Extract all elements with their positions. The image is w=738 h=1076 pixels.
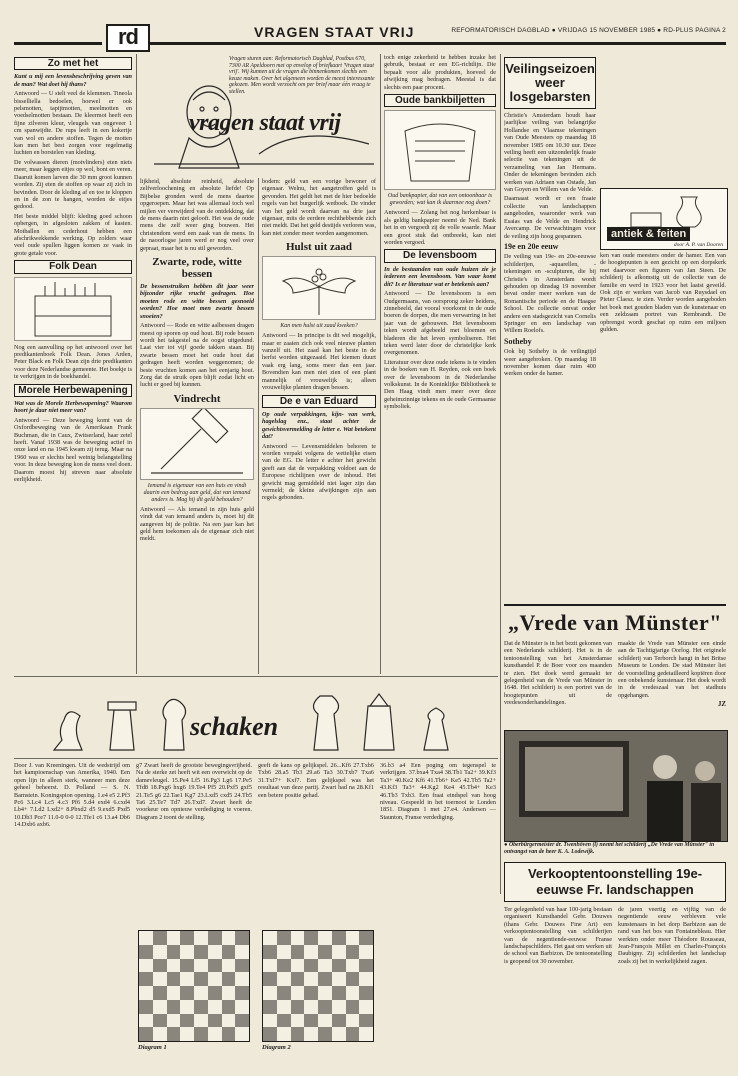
board-square [153,1014,167,1028]
board-square [153,972,167,986]
board-square [208,972,222,986]
board-square [304,931,318,945]
board-square [208,1027,222,1041]
board-square [277,1014,291,1028]
levensboom-paragraph: Antwoord — De levensboom is een Oudgermaans, van oorsprong zeker heidens, zinnebeeld, dat vooral voorkomt in de oude boeren de dorpen, die men verwarring in het jaar van de gebouwen. Het levensboom teken wordt afgebeeld met bloemen en bladeren die het leven symboliseren. Het teken werd later door de christelijke kerk overgenomen. [384,290,496,357]
board-square [180,931,194,945]
board-square [304,945,318,959]
board-square [167,1027,181,1041]
column-divider [136,54,137,674]
zo-met-het-paragraph: De volwassen dieren (motvlinders) eten niets meer, maar leggen eitjes op wol, bont en veren. Daaruit komen larven die 30 mm groot kunnen worden. Zij eten de stoffen op waar zij zich in bevinden. Door de kleding af en toe te kloppen en in de zon te hangen, worden de eitjes gedood. [14,158,132,211]
rd-logo: rd [106,24,150,52]
board-square [194,945,208,959]
board-square [139,986,153,1000]
zo-met-het-paragraph: Het beste middel blijft: kleding goed schoon opbergen, in afgesloten zakken of kasten. Motballen en cederhout hebben een afschrikwekkende werking. Op zolders waar veel oude spullen liggen komen ze vaak in grote getale voor. [14,212,132,257]
levensboom-paragraph: Literatuur over deze oude tekens is te vinden in de boeken van H. Reyden, ook een boek over de levensboom in de Nederlandse volkskunst. In de Koninklijke Bibliotheek te Den Haag vindt men meer over deze geheimzinnige tekens en de oude Germaanse symboliek. [384,358,496,411]
board-square [263,1000,277,1014]
board-square [153,986,167,1000]
board-square [167,1014,181,1028]
board-square [194,1027,208,1041]
board-square [277,972,291,986]
board-square [318,945,332,959]
board-square [291,1014,305,1028]
board-square [346,959,360,973]
veilingseizoen-heading: Veilingseizoen weer losgebarsten [504,57,596,109]
board-square [139,1014,153,1028]
antiek-byline: door A. P. van Dooren [673,242,723,248]
schaken-paragraph: 36.b3 a4 Een poging om tegenspel te verkrijgen. 37.bxa4 Txa4 38.Tb1 Ta2+ 39.Kf3 Ta3+ 40.Ke2 Kf6 41.Tb6+ Ke5 42.Tb5 Ta2+ 43.Kf3 Ta3+ 44.Kg2 Ke4 45.Tb4+ Ke3 46.Tb3 Txb3. Een fraai eindspel van hoog niveau. Gespeeld in het toernooi te Londen 1851. Diagram 1 met 27.e4. Andersen — Staunton, Franse verdediging. [380,762,496,821]
board-square [235,986,249,1000]
sub-heading-sotheby: Sotheby [504,336,532,346]
board-square [277,1000,291,1014]
column-5 [504,54,596,600]
expo-paragraph: Ter gelegenheid van haar 100-jarig bestaan organiseert Kunsthandel Gebr. Douwes (thans Gebr. Douwes Fine Art) een verkooptentoonstelling van schilderijen van de negentiende-eeuwse Franse landschapschilders. Het gaat om werken uit de school van Barbizon. De tentoonstelling is geopend tot 30 november. [504,906,612,965]
diagram-1-label: Diagram 1 [138,1044,167,1051]
herbewapening-question: Wat was de Morele Herbewapening? Waarom hoort je daar niet meer van? [14,400,132,415]
hulst-caption: Kan men hulst uit zaad kweken? [280,323,358,330]
board-square [235,945,249,959]
herbewapening-continued: lijkheid, absolute reinheid, absolute zelfverloochening en absolute liefde! Op Bijbelse gronden werd de mens daartoe opgeroepen. Maar het was allemaal toch wel mijlen ver verwijderd van de ontdekking, dat de mens daarin niet gelooft. Het was de oude mens die zelf weer ging bouwen. Het christendom werd een zaak van de mens. In de naoorlogse jaren werd er nog veel over gepraat, maar het is nu stil geworden. [140,178,254,252]
board-square [153,945,167,959]
board-square [346,1000,360,1014]
expo-column-left [504,906,612,1076]
board-square [346,945,360,959]
board-square [304,1014,318,1028]
photo-figures [505,731,727,841]
board-square [208,959,222,973]
zo-met-het-heading: Zo met het [14,57,132,70]
board-square [263,959,277,973]
hulst-paragraph: Antwoord — In principe is dit wel mogelijk, maar er zaaien zich ook veel nieuwe planten vanzelf uit. Het zaad kan het beste in de herfst worden uitgezaaid. Het kiemen duurt vaak erg lang, soms meer dan een jaar. Bovendien kan men niet zien of een plant mannelijk of vrouwelijk is; alleen vrouwelijke planten dragen bessen. [262,332,376,392]
chess-board-diagram-1 [138,930,250,1042]
board-square [277,945,291,959]
board-square [332,959,346,973]
board-square [346,986,360,1000]
board-square [235,959,249,973]
board-square [332,972,346,986]
board-square [332,931,346,945]
zo-met-het-question: Kunt u mij een levensbeschrijving geven van de man? Wat doet hij thans? [14,73,132,88]
verkooptentoonstelling-article [504,862,726,1076]
section-title: VRAGEN STAAT VRIJ [254,24,415,40]
board-square [153,931,167,945]
board-square [291,959,305,973]
vrede-signature: JZ [717,700,726,709]
column-6 [600,252,726,600]
column-divider [258,178,259,674]
gavel-icon [141,409,253,479]
board-square [180,1027,194,1041]
board-square [180,1000,194,1014]
board-square [263,1027,277,1041]
board-square [318,1027,332,1041]
section-divider [14,758,498,759]
board-square [222,945,236,959]
folk-dean-paragraph: Nog een aanvulling op het antwoord over het predikantenboek Folk Dean. Jones Arden, Peter Black en Folk Dean zijn drie predikanten voor deze Nederlandse gemeente. Het boekje is te verkrijgen in de boekhandel. [14,343,132,381]
board-square [359,931,373,945]
eduard-heading: De e van Eduard [262,395,376,408]
paper-info-line: REFORMATORISCH DAGBLAD ● VRIJDAG 15 NOVEMBER 1985 ● RD-PLUS PAGINA 2 [451,27,726,34]
antiek-feiten-box [600,188,728,250]
herbewapening-paragraph: Antwoord — Deze beweging komt van de Oxfordbeweging van de Amerikaan Frank Buchman, die in Caux, Zwitserland, haar zetel heeft. Vanaf 1938 was de beweging actief in onze land en na 1945 kwam zij terug. Maar na 1960 was er slechts heel weinig belangstelling voor. In deze beweging kon de mens veel doen. Daarom moest hij streven naar absolute eerlijkheid. [14,416,132,484]
board-square [139,1000,153,1014]
banner-title: vragen staat vrij [189,110,341,136]
zwarte-rode-heading: Zwarte, rode, witte bessen [152,256,242,281]
board-square [291,986,305,1000]
board-square [332,945,346,959]
column-3 [262,178,376,674]
board-square [263,1014,277,1028]
board-square [346,931,360,945]
board-square [235,931,249,945]
vindrecht-heading: Vindrecht [173,392,221,405]
expo-paragraph: de jaren veertig en vijftig van de negentiende eeuw verbleven vele kunstenaars in het dorp Barbizon aan de rand van het bos van Fontainebleau. Hier werkten onder meer Théodore Rousseau, Jean-François Millet en Charles-François Daubigny. Zij schilderden het landschap zoals zij het in werkelijkheid zagen. [618,906,726,965]
chess-board-diagram-2 [262,930,374,1042]
board-square [222,959,236,973]
board-square [304,986,318,1000]
board-square [332,1000,346,1014]
banner-info-text: Vragen sturen aan: Reformatorisch Dagblad, Postbus 670, 7300 AR Apeldoorn met op envelop of briefkaart 'Vragen staat vrij'. Wij kunnen uit de vragen die binnenkomen slechts een keuze maken. Over het algemeen worden de meest interessante gekozen. Men wordt verzocht om per brief maar één vraag te stellen. [229,56,375,95]
board-square [263,931,277,945]
board-square [139,945,153,959]
schaken-paragraph: g7 Zwart heeft de grootste bewegingsvrijheid. Na de sterke zet heeft wit een overwicht op de damevleugel. 15.Pe4 Lf5 16.Pg3 Lg6 17.Pe5 Tfd8 18.Pxg6 hxg6 19.Te4 Pf5 20.Pxf5 gxf5 21.Te5 g6 22.Tae1 Kg7 23.Lxd5 cxd5 24.Tb5 Ta6 25.Te7 Td7 26.Txd7. Zwart heeft de voorkeur om opnieuw verdediging te voeren. Diagram 2 toont de stelling. [136,762,252,821]
zwarte-rode-paragraph: Antwoord — Rode en witte aalbessen dragen meest op sporen op oud hout. Bij rode bessen wordt het takgestel na de oogst uitgedund. Laat vier tot vijf goede takken staan. Bij zwarte bessen moet het oude hout dat gedragen heeft worden weggenomen; de beste vruchten komen aan het eenjarig hout. Zorg dat de struik open blijft zodat licht en lucht er goed bij kunnen. [140,322,254,389]
board-square [359,959,373,973]
board-square [291,1000,305,1014]
board-square [208,945,222,959]
board-square [167,972,181,986]
board-square [222,972,236,986]
column-divider [380,54,381,674]
board-square [139,972,153,986]
board-square [318,931,332,945]
board-square [318,1014,332,1028]
schaken-paragraph: Door J. van Kreeningen. Uit de wedstrijd om het kampioenschap van Amerika, 1940. Een open lijn in alleen sterk, wanneer men deze geheel beheerst. D. Polland — S. N. Barnstein. Koningspion opening. 1.e4 e5 2.Pf3 Pc6 3.Lc4 Lc5 4.c3 Pf6 5.d4 exd4 6.cxd4 Lb4+ 7.Ld2 Lxd2+ 8.Pbxd2 d5 9.exd5 Pxd5 10.Db3 Pce7 11.0-0 0-0 12.Tfe1 c6 13.a4 Db6 14.Dxb6 axb6. [14,762,130,829]
board-square [194,986,208,1000]
board-square [208,1000,222,1014]
board-square [277,959,291,973]
board-square [263,972,277,986]
board-square [277,931,291,945]
board-square [180,945,194,959]
vrede-column-left [504,640,612,730]
board-square [167,945,181,959]
board-square [359,1027,373,1041]
vindrecht-caption: Iemand is eigenaar van een huis en vindt daarin een bedrag aan geld, dat van iemand anders is. Mag hij dit geld behouden? [143,482,251,503]
holly-icon [263,257,375,319]
expo-column-right [618,906,726,1076]
board-square [304,972,318,986]
schaken-title: schaken [190,712,279,741]
board-square [263,945,277,959]
board-square [346,1027,360,1041]
board-square [222,1000,236,1014]
diagram-2-label: Diagram 2 [262,1044,291,1051]
schaken-banner [14,678,498,756]
antiek-title: antiek & feiten [607,227,690,241]
board-square [359,986,373,1000]
folk-dean-illustration [14,277,132,341]
board-square [194,1014,208,1028]
bankbiljetten-heading: Oude bankbiljetten [384,94,496,107]
column-4 [384,54,496,674]
board-square [235,1000,249,1014]
board-square [235,1014,249,1028]
board-square [180,1014,194,1028]
board-square [208,986,222,1000]
board-square [263,986,277,1000]
board-square [180,959,194,973]
board-square [291,972,305,986]
header-rule-left [14,42,102,45]
zwarte-rode-question: De bessenstruiken hebben dit jaar weer bijzonder rijke vrucht gedragen. Hoe moeten rode en witte bessen gesnoeid worden? Hoe moet men zwarte bessen snoeien? [140,283,254,320]
board-square [291,931,305,945]
board-square [194,959,208,973]
newspaper-page [14,10,726,1060]
wallet-icon [385,111,495,189]
board-square [167,931,181,945]
antiek-paragraph: ken van oude meesters onder de hamer. Een van de hoogtepunten is een gezicht op een dorpskerk met daarvoor een figuren van Jan Steen. De schilderij is afkomstig uit de collectie van de familie en werd in 1923 voor het laatst geveild. Ook zijn er werken van Jacob van Ruysdael en Pieter Claesz. te zien. Verder worden aangeboden het boek met gouden bladen van de kunstenaar en een zeldzaam portret van Rembrandt. De opbrengst wordt geschat op ruim een miljoen gulden. [600,252,726,334]
board-square [304,1000,318,1014]
schaken-column-1 [14,762,130,1058]
schaken-paragraph: geeft de kans op gelijkspel. 26...Kf6 27.Txb6 Txb6 28.a5 Tb3 29.a6 Ta3 30.Txb7 Txa6 31.Txf7+ Kxf7. Een gelijkspel was het resultaat van deze partij. Zwart had na 28.Kf1 een betere positie gehad. [258,762,374,799]
hulst-illustration [262,256,376,320]
board-square [235,1027,249,1041]
board-square [167,1000,181,1014]
board-square [222,1014,236,1028]
bankbiljetten-illustration [384,110,496,190]
levensboom-question: In de bestaanden van oude huizen zie je iedereen een levensboom. Van waar komt dit? Is er literatuur wat er betekenis aan? [384,265,496,288]
board-square [222,986,236,1000]
veilingseizoen-paragraph: Daarnaast wordt er een fraaie collectie van landschappen aangeboden, waaronder werk van Esaias van de Velde en Hendrick Avercamp. De verwachtingen voor de veiling zijn hoog gespannen. [504,195,596,240]
eduard-question: Op oude verpakkingen, kijn- van werk, hagelslag enz., staat achter de gewichtsvermelding de letter e. Wat betekent dat? [262,410,376,441]
board-square [277,986,291,1000]
vrede-paragraph: Dat de Münster is in het bezit gekomen van een Nederlands schilderij. Het is in de tentoonstelling van het Amsterdamse kunsthandel P. de Boer voor zes maanden te zien. Het doek werd gemaakt ter gelegenheid van de Vrede van Münster in 1648. Het schilderij is een portret van de hoogtepunten uit de vredesonderhandelingen. [504,640,612,707]
vrede-heading: „Vrede van Münster" [504,604,726,636]
board-square [167,959,181,973]
vrede-column-right [618,640,726,730]
header-rule-right [150,42,726,45]
folk-dean-heading: Folk Dean [14,260,132,273]
vindrecht-paragraph: Antwoord — Als iemand in zijn huis geld vindt dat van iemand anders is, moet hij dit aangeven bij de politie. Na een jaar kan het geld hem toekomen als de eigenaar zich niet meldt. [140,505,254,543]
bankbiljetten-paragraph: Antwoord — Zolang het nog herkenbaar is als geldig bankpapier neemt de Ned. Bank het in en vergoedt zij de volle waarde. Maar een groot stuk dat ontbreekt, kan niet worden vergoed. [384,209,496,247]
vragen-staat-vrij-banner [149,54,377,174]
board-square [318,986,332,1000]
board-square [318,972,332,986]
board-square [235,972,249,986]
veilingseizoen-paragraph: Christie's Amsterdam houdt haar jaarlijkse veiling van belangrijke Hollandse en Vlaamse tekeningen van Oude Meesters op maandag 18 november 1985 om 10.30 uur. Deze veiling heeft een uitzonderlijk fraaie selectie van tekeningen uit de verzameling van Jan Hermans. Onder de tekeningen bevinden zich werken van Adriaen van Ostade, Jan van Goyen en Willem van de Velde. [504,112,596,194]
herbewapening-heading: Morele Herbewapening [14,384,132,397]
board-square [277,1027,291,1041]
board-square [167,986,181,1000]
board-square [332,1027,346,1041]
sub-heading-19e-eeuw: 19e en 20e eeuw [504,241,559,251]
board-square [194,931,208,945]
board-square [139,1027,153,1041]
veilingseizoen-19e-paragraph: De veiling van 19e- en 20e-eeuwse schilderijen, -aquarellen, -tekeningen en -sculpturen, die bij Christie's in Amsterdam wordt gehouden op dinsdag 19 november bevat onder meer werken van de Romantische periode en de Haagse School. De collectie omvat onder andere een stadsgezicht van Cornelis Springer en een landschap van Willem Roelofs. [504,253,596,335]
schaken-column-3 [258,762,374,924]
board-square [153,1000,167,1014]
board-square [153,1027,167,1041]
vrede-munster-article [504,604,726,730]
board-square [359,1000,373,1014]
board-square [208,1014,222,1028]
vindrecht-continued: bodem: geld van een vorige bewoner of eigenaar. Welnu, het aangetroffen geld is gevonden. Het geldt het met de hier bedoelde regels van het burgerlijk wetboek. De vinder van het geld wordt daarvan na drie jaar eigenaar, mits de eerdere rechthebbende zich niet meldt. Dat het geld destijds verloren was, kan niet zonder meer worden aangenomen. [262,178,376,237]
board-square [291,1027,305,1041]
expo-heading: Verkooptentoonstelling 19e-eeuwse Fr. landschappen [504,862,726,902]
column-1 [14,54,132,674]
vindrecht-illustration [140,408,254,480]
sotheby-paragraph: Ook bij Sotheby is de veilingtijd weer aangebroken. Op maandag 18 november komen daar ruim 400 werken onder de hamer. [504,348,596,378]
masthead [14,10,726,50]
board-square [180,986,194,1000]
board-square [222,1027,236,1041]
photo-caption: ● Oberbürgermeister dr. Twenhöven (l) neemt het schilderij „De Vrede van Münster" in ontvangst van de heer K. A. Lodewijk. [504,842,715,855]
levensboom-heading: De levensboom [384,249,496,262]
board-square [139,959,153,973]
section-divider [14,676,498,677]
board-square [359,1014,373,1028]
vrede-paragraph: maakte de Vrede van Münster een einde aan de Tachtigjarige Oorlog. Het originele schilderij van Terborch hangt in het Britse Museum te Londen. De stad Münster liet de voorstelling gedetailleerd kopiëren door een onbekende kunstenaar. Het doek wordt in de vredeszaal van het stadhuis opgehangen. [618,640,726,699]
schaken-column-2 [136,762,252,924]
board-square [332,986,346,1000]
vase-icon [601,191,725,231]
zo-met-het-paragraph: Antwoord — U stelt veel de klemmen. Tineola bisselliella bedoelen, hoewel er ook pelsmotten, tapijtmotten, meelmotten en voedselmotten bestaan. De kleermot heeft een fijne zilveren kleur, vleugels van ongeveer 1 cm spanwijdte. De rups leeft in een kokertje van wol en andere stoffen. Tegen de motten kan men het best zorgen voor regelmatig luchten en borstelen van kleding. [14,90,132,157]
board-square [359,972,373,986]
pipe-organ-icon [15,278,131,340]
board-square [304,1027,318,1041]
board-square [318,959,332,973]
board-square [153,959,167,973]
bankbiljetten-caption: Oud bankpapier, dat van een ontoonbaar is geworden; wat kan ik daarmee nog doen? [387,193,493,207]
board-square [346,972,360,986]
column-divider [500,54,501,894]
board-square [222,931,236,945]
eduard-paragraph: Antwoord — Levensmiddelen behoren te worden verpakt volgens de wettelijke eisen van de EG. De letter e achter het gewicht geeft aan dat de verpakking voldoet aan de Europese richtlijnen over de inhoud. Het gewicht mag gemiddeld niet lager zijn dan vermeld; de kleine afwijkingen zijn aan regels gebonden. [262,442,376,502]
board-square [208,931,222,945]
hulst-heading: Hulst uit zaad [285,241,352,254]
board-square [332,1014,346,1028]
board-square [194,1000,208,1014]
board-square [194,972,208,986]
board-square [291,945,305,959]
news-photo [504,730,728,842]
column-2 [140,178,254,674]
board-square [346,1014,360,1028]
board-square [139,931,153,945]
board-square [180,972,194,986]
board-square [304,959,318,973]
schaken-column-4 [380,762,496,1058]
board-square [359,945,373,959]
eduard-continued: toch enige zekerheid te hebben inzake het gebruik, bestaat er een EG-richtlijn. Die bepaalt voor alle produkten, hoeveel de afwijking mag bedragen. Meestal is dat slechts een paar procent. [384,54,496,91]
board-square [318,1000,332,1014]
